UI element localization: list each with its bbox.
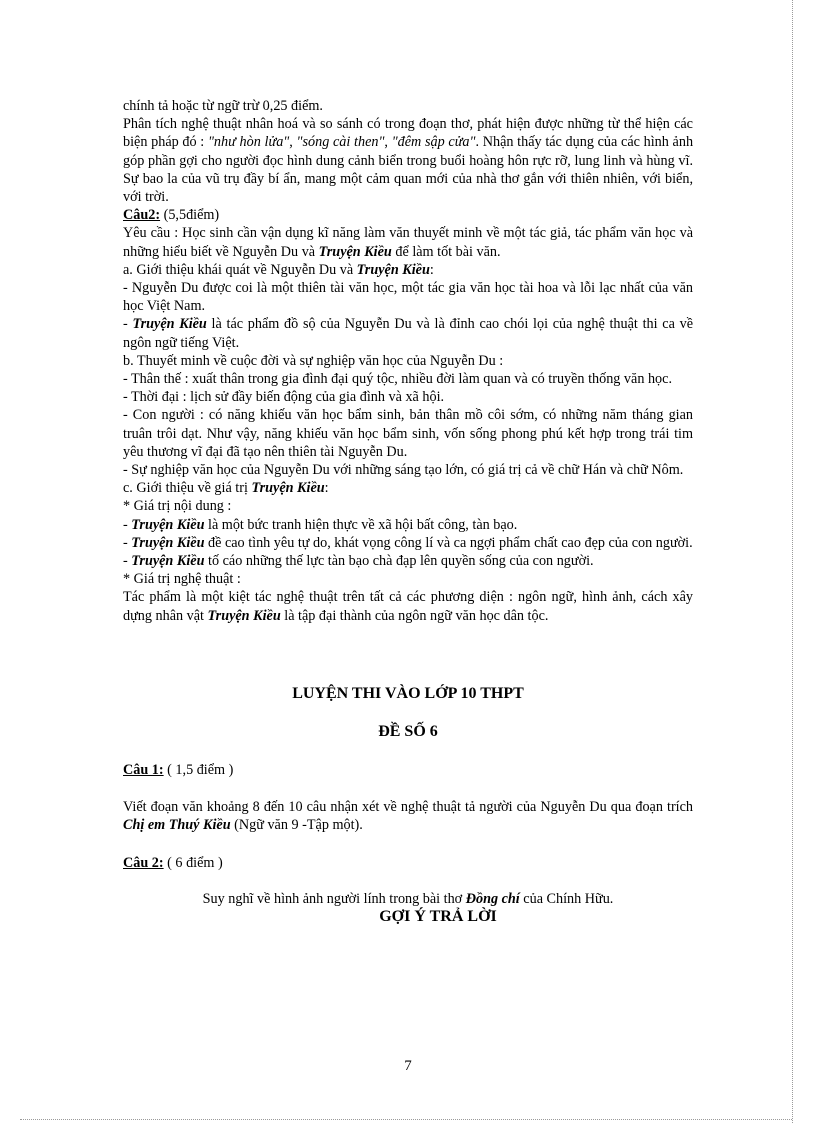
work-title: Chị em Thuý Kiều [123,816,231,833]
question-2-label: Câu 2: [123,854,164,871]
cau2-label: Câu2: [123,207,161,224]
list-item: - Thời đại : lịch sử đầy biến động của gia đình và xã hội. [123,389,445,406]
work-title: Truyện Kiều [132,316,207,333]
requirement-paragraph: Yêu cầu : Học sinh cần vận dụng kĩ năng làm văn thuyết minh về một tác giả, tác phẩm văn học và những hiểu biết về Nguyễn Du và Truyện Kiều để làm tốt bài văn. [123,225,693,260]
question-1-text: Viết đoạn văn khoảng 8 đến 10 câu nhận xét về nghệ thuật tả người của Nguyễn Du qua đoạn trích Chị em Thuý Kiều (Ngữ văn 9 -Tập một). [123,798,693,833]
section-b-heading: b. Thuyết minh về cuộc đời và sự nghiệp văn học của Nguyễn Du : [123,352,504,369]
list-item: - Truyện Kiều tố cáo những thế lực tàn bạo chà đạp lên quyền sống của con người. [123,553,594,570]
cau2-heading: Câu2: (5,5điểm) [123,207,220,224]
work-title: Đồng chí [465,891,520,908]
question-1-label: Câu 1: [123,762,164,779]
work-title: Truyện Kiều [251,480,325,497]
list-item: - Truyện Kiều là một bức tranh hiện thực về xã hội bất công, tàn bạo. [123,516,518,533]
list-item: - Nguyễn Du được coi là một thiên tài văn học, một tác gia văn học tài hoa và lỗi lạc nhất của văn học Việt Nam. [123,280,693,315]
work-title: Truyện Kiều [356,261,430,278]
list-item: - Truyện Kiều đề cao tình yêu tự do, khát vọng công lí và ca ngợi phẩm chất cao đẹp của con người. [123,534,693,551]
question-2-text: Suy nghĩ về hình ảnh người lính trong bài thơ Đồng chí của Chính Hữu. [202,891,614,908]
page-border-bottom [20,1119,792,1120]
text-line: chính tả hoặc từ ngữ trừ 0,25 điểm. [123,98,323,114]
page-title: LUYỆN THI VÀO LỚP 10 THPT [292,684,524,702]
list-item: - Thân thế : xuất thân trong gia đình đại quý tộc, nhiều đời làm quan và có truyền thống văn học. [123,371,672,388]
art-paragraph: Tác phẩm là một kiệt tác nghệ thuật trên tất cả các phương diện : ngôn ngữ, hình ảnh, cách xây dựng nhân vật Truyện Kiều là tập đại thành của ngôn ngữ văn học dân tộc. [123,589,693,624]
page-border-right [792,0,793,1123]
exam-number: ĐỀ SỐ 6 [378,723,438,741]
section-a-heading: a. Giới thiệu khái quát về Nguyễn Du và Truyện Kiều: [123,261,434,278]
content-value-heading: * Giá trị nội dung : [123,498,232,515]
work-title: Truyện Kiều [131,553,205,570]
answer-heading: GỢI Ý TRẢ LỜI [379,908,497,926]
page-number: 7 [404,1058,412,1074]
work-title: Truyện Kiều [318,243,392,260]
list-item: - Con người : có năng khiếu văn học bẩm sinh, bản thân mồ côi sớm, có những năm tháng gian truân trôi dạt. Như vậy, năng khiếu văn học bẩm sinh, vốn sống phong phú kết hợp trong trái tim yêu thương vĩ đại đã tạo nên thiên tài Nguyễn Du. [123,407,693,460]
quote-3: "đêm sập cửa" [391,134,476,151]
quote-2: "sóng cài then" [296,134,385,151]
list-item: - Sự nghiệp văn học của Nguyễn Du với những sáng tạo lớn, có giá trị cả về chữ Hán và chữ Nôm. [123,462,684,479]
document-body [123,97,693,927]
section-c-heading: c. Giới thiệu về giá trị Truyện Kiều: [123,480,329,497]
paragraph-analysis: Phân tích nghệ thuật nhân hoá và so sánh có trong đoạn thơ, phát hiện được những từ thể hiện các biện pháp đó : "như hòn lửa", "sóng cài then", "đêm sập cửa". Nhận thấy tác dụng của các hình ảnh góp phần gợi cho người đọc hình dung cảnh biển trong buổi hoàng hôn rực rỡ, lung linh và hùng vĩ. Sự bao la của vũ trụ đầy bí ẩn, mang một cảm quan mới của nhà thơ gắn với thiên nhiên, với biển, với trời. [123,116,694,206]
work-title: Truyện Kiều [207,607,281,624]
work-title: Truyện Kiều [131,516,205,533]
list-item: - Truyện Kiều là tác phẩm đồ sộ của Nguyễn Du và là đỉnh cao chói lọi của nghệ thuật thi ca về ngôn ngữ tiếng Việt. [123,316,693,351]
art-value-heading: * Giá trị nghệ thuật : [123,571,241,588]
quote-1: "như hòn lửa" [207,134,290,151]
question-2-heading: Câu 2: ( 6 điểm ) [123,854,223,871]
work-title: Truyện Kiều [131,534,205,551]
question-1-heading: Câu 1: ( 1,5 điểm ) [123,762,234,779]
